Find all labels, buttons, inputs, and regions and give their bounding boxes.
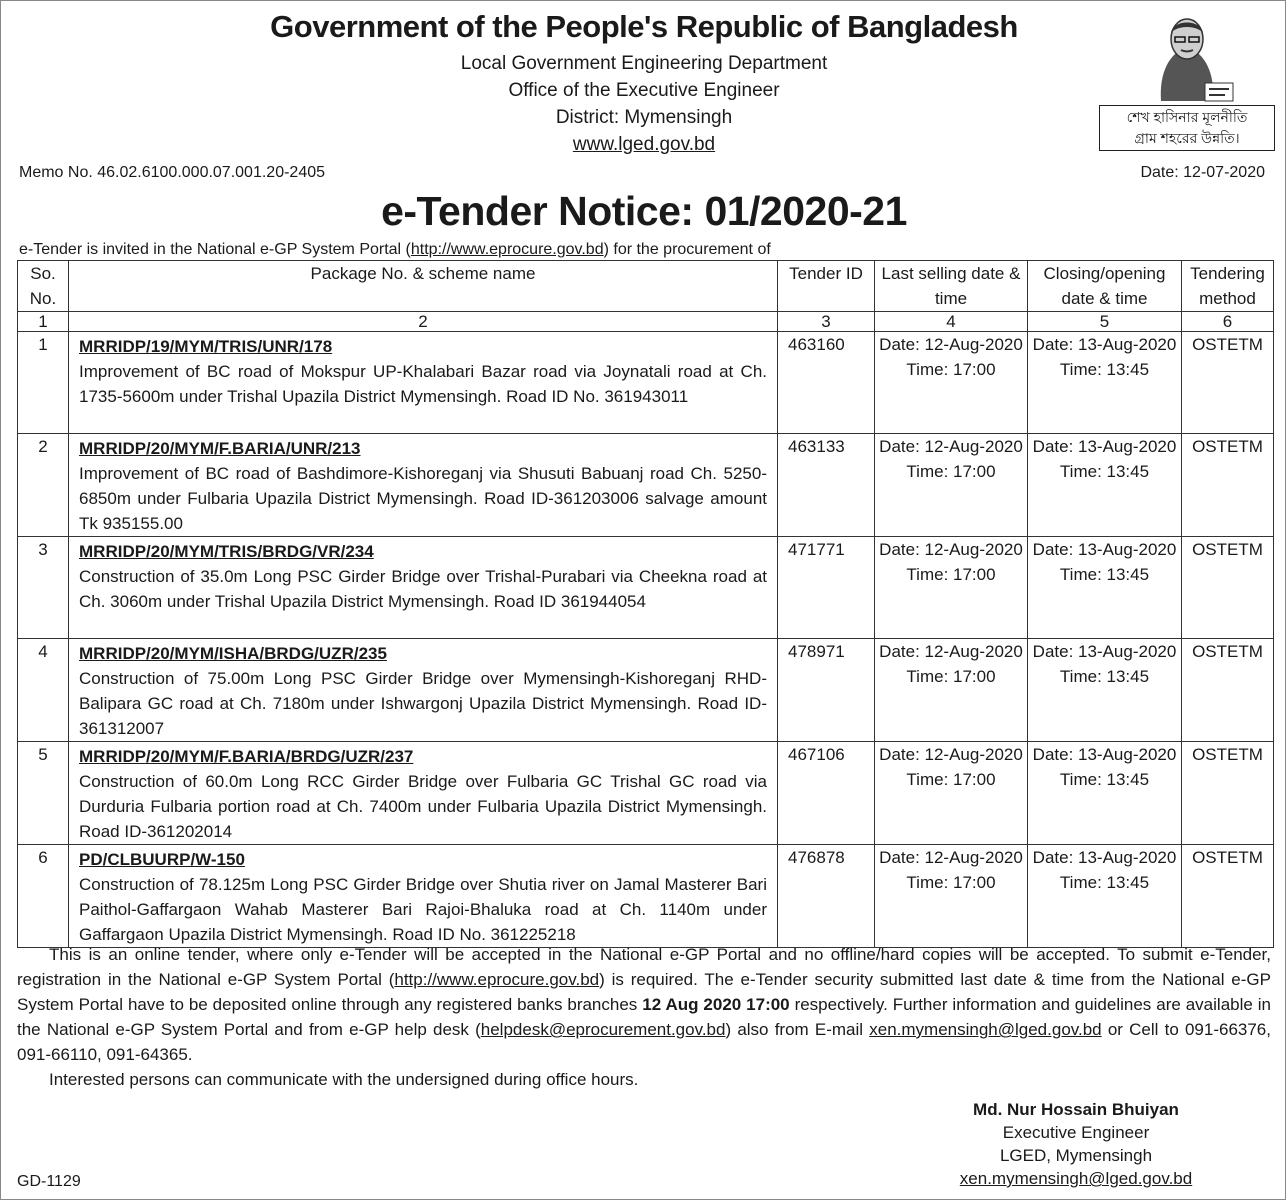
index-cell: 3 — [778, 312, 875, 332]
emblem — [1099, 11, 1277, 153]
row-method: OSTETM — [1182, 332, 1274, 434]
sell-date: Date: 12-Aug-2020 — [879, 437, 1023, 456]
sell-time: Time: 17:00 — [906, 360, 996, 379]
row-tender-id: 463160 — [778, 332, 875, 434]
table-row — [18, 434, 1274, 537]
header-last-selling: Last selling date & time — [875, 261, 1028, 312]
package-number: MRRIDP/20/MYM/F.BARIA/UNR/213 — [79, 439, 361, 458]
tender-table — [17, 260, 1274, 948]
signatory-email-link[interactable]: xen.mymensingh@lged.gov.bd — [959, 1169, 1193, 1188]
row-last-selling — [875, 639, 1028, 742]
table-row — [18, 742, 1274, 845]
row-method: OSTETM — [1182, 639, 1274, 742]
row-closing — [1028, 845, 1182, 948]
close-time: Time: 13:45 — [1059, 360, 1150, 379]
gd-number: GD-1129 — [17, 1173, 81, 1190]
close-date: Date: 13-Aug-2020 — [1032, 437, 1177, 456]
header-package: Package No. & scheme name — [69, 261, 778, 312]
row-closing — [1028, 742, 1182, 845]
sell-time: Time: 17:00 — [906, 873, 996, 892]
row-package — [69, 639, 778, 742]
index-cell: 5 — [1028, 312, 1182, 332]
row-last-selling — [875, 845, 1028, 948]
government-title: Government of the People's Republic of Bangladesh — [270, 9, 1018, 44]
row-closing — [1028, 537, 1182, 639]
district-name: District: Mymensingh — [555, 107, 733, 128]
package-number: MRRIDP/19/MYM/TRIS/UNR/178 — [79, 337, 333, 356]
footer-text-d: ) also from E-mail — [725, 1020, 870, 1039]
row-package — [69, 742, 778, 845]
sell-date: Date: 12-Aug-2020 — [879, 335, 1023, 354]
scheme-name: Construction of 60.0m Long RCC Girder Bridge over Fulbaria GC Trishal GC road via Durduria Fulbaria portion road at Ch. 7400m under Fulbaria Upazila District Mymensingh. Road ID-361202014 — [79, 772, 767, 841]
helpdesk-email-link[interactable]: helpdesk@eprocurement.gov.bd — [480, 1020, 726, 1039]
signatory-office: LGED, Mymensingh — [999, 1146, 1153, 1165]
row-last-selling — [875, 332, 1028, 434]
row-package — [69, 332, 778, 434]
row-method: OSTETM — [1182, 537, 1274, 639]
sell-time: Time: 17:00 — [906, 565, 996, 584]
row-tender-id: 476878 — [778, 845, 875, 948]
intro-text — [19, 241, 771, 259]
footer-text — [17, 942, 1271, 1092]
index-cell: 1 — [18, 312, 69, 332]
sell-time: Time: 17:00 — [906, 462, 996, 481]
sell-date: Date: 12-Aug-2020 — [879, 642, 1023, 661]
eprocure-link[interactable]: http://www.eprocure.gov.bd — [410, 241, 604, 258]
close-time: Time: 13:45 — [1059, 667, 1150, 686]
package-number: MRRIDP/20/MYM/ISHA/BRDG/UZR/235 — [79, 644, 387, 663]
row-tender-id: 478971 — [778, 639, 875, 742]
signature-block — [941, 1098, 1211, 1190]
row-serial: 5 — [18, 742, 69, 845]
close-date: Date: 13-Aug-2020 — [1032, 745, 1177, 764]
row-serial: 2 — [18, 434, 69, 537]
intro-before: e-Tender is invited in the National e-GP System Portal ( — [19, 241, 411, 258]
scheme-name: Improvement of BC road of Mokspur UP-Khalabari Bazar road via Joynatali road at Ch. 1735-5600m under Trishal Upazila District Mymensingh. Road ID No. 361943011 — [79, 362, 767, 406]
notice-date: Date: 12-07-2020 — [1140, 164, 1265, 181]
intro-after: ) for the procurement of — [603, 241, 771, 258]
sell-date: Date: 12-Aug-2020 — [879, 848, 1023, 867]
scheme-name: Construction of 78.125m Long PSC Girder Bridge over Shutia river on Jamal Masterer Bari Paithol-Gaffargaon Wahab Masterer Bari Rajoi-Bhaluka road at Ch. 1140m under Gaffargaon Upazila District Mymensingh. Road ID No. 361225218 — [79, 875, 767, 944]
table-row — [18, 537, 1274, 639]
emblem-slogan-line2: গ্রাম শহরের উন্নতি। — [1134, 130, 1240, 146]
scheme-name: Improvement of BC road of Bashdimore-Kishoreganj via Shusuti Babuanj road Ch. 5250-6850m under Fulbaria Upazila District Mymensingh. Road ID-361203006 salvage amount Tk 935155.00 — [79, 464, 767, 533]
office-name: Office of the Executive Engineer — [508, 80, 780, 101]
row-last-selling — [875, 537, 1028, 639]
package-number: MRRIDP/20/MYM/TRIS/BRDG/VR/234 — [79, 542, 374, 561]
scheme-name: Construction of 75.00m Long PSC Girder Bridge over Mymensingh-Kishoreganj RHD-Balipara GC road at Ch. 7180m under Ishwargonj Upazila District Mymensingh. Road ID-361312007 — [79, 669, 767, 738]
footer-text-a: This is an online tender, where only e-Tender will be accepted in the National e-GP Portal and no offline/hard copies will be accepted. To submit e-Tender, registration in the National e-GP System Portal ( — [17, 945, 1271, 989]
website-link[interactable]: www.lged.gov.bd — [572, 134, 716, 155]
index-cell: 6 — [1182, 312, 1274, 332]
row-serial: 6 — [18, 845, 69, 948]
row-package — [69, 434, 778, 537]
index-cell: 4 — [875, 312, 1028, 332]
close-date: Date: 13-Aug-2020 — [1032, 540, 1177, 559]
footer-contact-paragraph: Interested persons can communicate with the undersigned during office hours. — [49, 1070, 639, 1089]
xen-email-link[interactable]: xen.mymensingh@lged.gov.bd — [869, 1020, 1102, 1039]
row-method: OSTETM — [1182, 434, 1274, 537]
scheme-name: Construction of 35.0m Long PSC Girder Bridge over Trishal-Purabari via Cheekna road at Ch. 3060m under Trishal Upazila District Mymensingh. Road ID 361944054 — [79, 567, 767, 611]
package-number: PD/CLBUURP/W-150 — [79, 850, 245, 869]
footer-text-e: or Cell to 091-66376, 091-66110, 091-64365. — [17, 1020, 1271, 1064]
sell-date: Date: 12-Aug-2020 — [879, 540, 1023, 559]
header-closing: Closing/opening date & time — [1028, 261, 1182, 312]
row-package — [69, 845, 778, 948]
row-tender-id: 467106 — [778, 742, 875, 845]
row-serial: 4 — [18, 639, 69, 742]
sell-time: Time: 17:00 — [906, 770, 996, 789]
footer-text-c: respectively. Further information and guidelines are available in the National e-GP System Portal and from e-GP help desk ( — [17, 995, 1271, 1039]
row-last-selling — [875, 434, 1028, 537]
row-serial: 1 — [18, 332, 69, 434]
eprocure-link-footer[interactable]: http://www.eprocure.gov.bd — [394, 970, 600, 989]
emblem-slogan-line1: শেখ হাসিনার মূলনীতি — [1126, 109, 1248, 125]
footer-text-b: ) is required. The e-Tender security submitted last date & time from the National e-GP System Portal have to be deposited online through any registered banks branches — [17, 970, 1271, 1014]
portrait-icon — [1141, 13, 1235, 103]
row-serial: 3 — [18, 537, 69, 639]
close-time: Time: 13:45 — [1059, 462, 1150, 481]
notice-title: e-Tender Notice: 01/2020-21 — [381, 188, 907, 234]
row-closing — [1028, 434, 1182, 537]
signatory-name: Md. Nur Hossain Bhuiyan — [973, 1100, 1179, 1119]
header-tender-id: Tender ID — [778, 261, 875, 312]
row-method: OSTETM — [1182, 845, 1274, 948]
row-closing — [1028, 332, 1182, 434]
row-package — [69, 537, 778, 639]
department-name: Local Government Engineering Department — [460, 53, 828, 74]
signatory-designation: Executive Engineer — [1002, 1123, 1150, 1142]
row-closing — [1028, 639, 1182, 742]
footer-paragraph — [17, 942, 1271, 1067]
row-last-selling — [875, 742, 1028, 845]
row-tender-id: 463133 — [778, 434, 875, 537]
sell-date: Date: 12-Aug-2020 — [879, 745, 1023, 764]
close-date: Date: 13-Aug-2020 — [1032, 848, 1177, 867]
close-date: Date: 13-Aug-2020 — [1032, 335, 1177, 354]
row-method: OSTETM — [1182, 742, 1274, 845]
header-sl: So. No. — [18, 261, 69, 312]
table-row — [18, 332, 1274, 434]
table-index-row — [18, 312, 1274, 332]
table-row — [18, 639, 1274, 742]
index-cell: 2 — [69, 312, 778, 332]
header-method: Tendering method — [1182, 261, 1274, 312]
emblem-slogan — [1099, 105, 1275, 151]
package-number: MRRIDP/20/MYM/F.BARIA/BRDG/UZR/237 — [79, 747, 414, 766]
deadline-bold: 12 Aug 2020 17:00 — [642, 995, 790, 1014]
close-date: Date: 13-Aug-2020 — [1032, 642, 1177, 661]
sell-time: Time: 17:00 — [906, 667, 996, 686]
close-time: Time: 13:45 — [1059, 565, 1150, 584]
memo-number: Memo No. 46.02.6100.000.07.001.20-2405 — [19, 164, 326, 181]
close-time: Time: 13:45 — [1059, 770, 1150, 789]
table-header-row — [18, 261, 1274, 312]
table-row — [18, 845, 1274, 948]
row-tender-id: 471771 — [778, 537, 875, 639]
close-time: Time: 13:45 — [1059, 873, 1150, 892]
